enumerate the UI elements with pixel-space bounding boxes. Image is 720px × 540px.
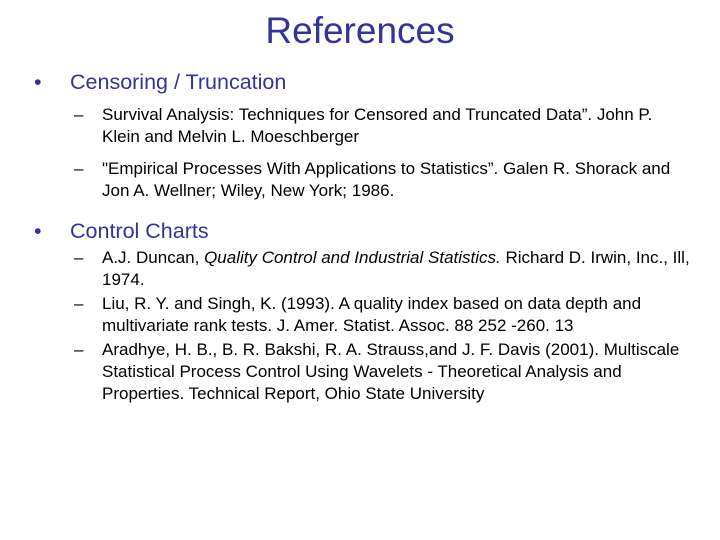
- list-item: [34, 293, 694, 337]
- bullet-icon: •: [34, 219, 42, 243]
- reference-text: Aradhye, H. B., B. R. Bakshi, R. A. Strauss,and J. F. Davis (2001). Multiscale Statistical Process Control Using Wavelets - Theoretical Analysis and Properties. Technical Report, Ohio State University: [102, 340, 680, 403]
- dash-icon: –: [74, 340, 84, 359]
- dash-icon: –: [74, 248, 84, 267]
- sub-bullet-list: [34, 247, 694, 405]
- reference-text-suffix: Richard D. Irwin, Inc., Ill, 1974.: [102, 248, 690, 289]
- slide-content: [34, 68, 694, 405]
- reference-text: "Empirical Processes With Applications to Statistics”. Galen R. Shorack and Jon A. Wellner; Wiley, New York; 1986.: [102, 159, 671, 200]
- bullet-heading: [34, 217, 694, 245]
- section-censoring-truncation: [34, 68, 694, 202]
- list-item: [34, 339, 694, 405]
- dash-icon: –: [74, 105, 84, 124]
- bullet-heading-text: Censoring / Truncation: [70, 70, 287, 94]
- bullet-heading: [34, 68, 694, 96]
- sub-bullet-list: [34, 104, 694, 202]
- reference-text-prefix: A.J. Duncan,: [102, 248, 205, 267]
- dash-icon: –: [74, 159, 84, 178]
- list-item: [34, 247, 694, 291]
- reference-text: Liu, R. Y. and Singh, K. (1993). A quality index based on data depth and multivariate rank tests. J. Amer. Statist. Assoc. 88 252 -260. 13: [102, 294, 642, 335]
- slide-title: References: [265, 10, 455, 51]
- bullet-heading-text: Control Charts: [70, 219, 209, 243]
- dash-icon: –: [74, 294, 84, 313]
- list-item: [34, 104, 694, 148]
- list-item: [34, 158, 694, 202]
- section-control-charts: [34, 217, 694, 405]
- reference-text: Survival Analysis: Techniques for Censored and Truncated Data”. John P. Klein and Melvin L. Moeschberger: [102, 105, 653, 146]
- reference-book-title: Quality Control and Industrial Statistics.: [204, 248, 501, 267]
- bullet-icon: •: [34, 70, 42, 94]
